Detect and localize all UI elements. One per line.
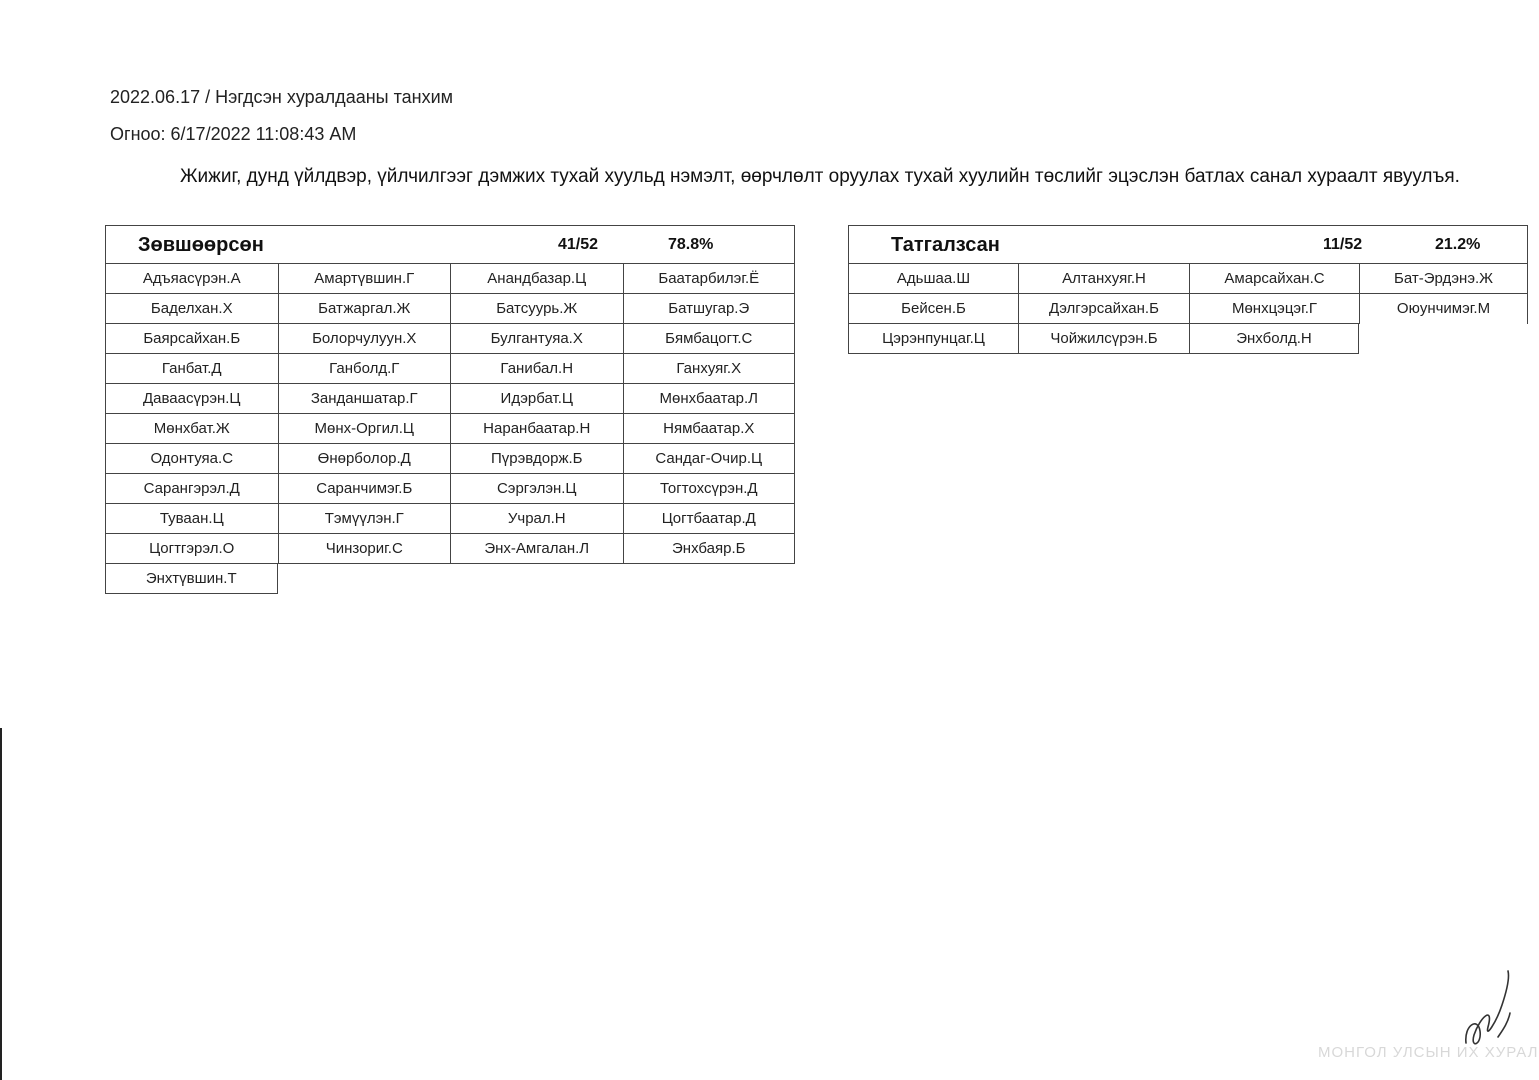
approved-name-cell: Цогтбаатар.Д [623,504,796,534]
approved-name-cell: Ганбат.Д [105,354,278,384]
signature-icon [1458,965,1514,1055]
approved-name-cell: Тогтохсүрэн.Д [623,474,796,504]
rejected-name-cell: Оюунчимэг.М [1359,294,1528,324]
rejected-section [848,225,1528,354]
approved-section [105,225,795,594]
approved-name-cell: Цогтгэрэл.О [105,534,278,564]
approved-name-cell: Тэмүүлэн.Г [278,504,451,534]
approved-name-cell: Амартүвшин.Г [278,264,451,294]
rejected-label: Татгалзсан [891,234,1000,256]
approved-name-cell: Энхбаяр.Б [623,534,796,564]
rejected-name-cell: Энхболд.Н [1189,324,1359,354]
rejected-percent: 21.2% [1435,236,1481,253]
page-edge-line [0,728,2,1080]
approved-name-cell: Наранбаатар.Н [450,414,623,444]
approved-name-cell: Баатарбилэг.Ё [623,264,796,294]
approved-name-cell: Батсуурь.Ж [450,294,623,324]
approved-name-cell: Ганболд.Г [278,354,451,384]
approved-name-cell: Чинзориг.С [278,534,451,564]
rejected-header [848,225,1528,263]
vote-timestamp: Огноо: 6/17/2022 11:08:43 AM [110,124,357,144]
approved-name-cell: Болорчулуун.Х [278,324,451,354]
approved-name-cell: Ганибал.Н [450,354,623,384]
rejected-name-cell: Бат-Эрдэнэ.Ж [1359,264,1528,294]
approved-name-cell: Сарангэрэл.Д [105,474,278,504]
rejected-name-cell: Бейсен.Б [848,294,1018,324]
approved-name-cell: Ганхуяг.Х [623,354,796,384]
rejected-count: 11/52 [1323,236,1363,253]
approved-name-cell: Занданшатар.Г [278,384,451,414]
approved-name-cell: Одонтуяа.С [105,444,278,474]
approved-name-cell: Баделхан.Х [105,294,278,324]
approved-name-cell: Саранчимэг.Б [278,474,451,504]
approved-name-cell: Идэрбат.Ц [450,384,623,414]
session-header: 2022.06.17 / Нэгдсэн хуралдааны танхим [110,87,454,107]
rejected-name-cell: Чойжилсүрэн.Б [1018,324,1189,354]
approved-name-cell: Батжаргал.Ж [278,294,451,324]
parliament-stamp: МОНГОЛ УЛСЫН ИХ ХУРАЛ [1318,1044,1539,1061]
rejected-names-grid [848,263,1528,354]
approved-name-cell: Даваасүрэн.Ц [105,384,278,414]
approved-name-cell: Нямбаатар.Х [623,414,796,444]
rejected-name-cell: Мөнхцэцэг.Г [1189,294,1359,324]
approved-name-cell: Адъяасүрэн.А [105,264,278,294]
approved-count: 41/52 [558,236,599,253]
approved-name-cell: Учрал.Н [450,504,623,534]
approved-names-grid [105,263,795,594]
approved-name-cell: Өнөрболор.Д [278,444,451,474]
approved-name-cell: Мөнхбаатар.Л [623,384,796,414]
approved-name-cell: Мөнх-Оргил.Ц [278,414,451,444]
approved-name-cell: Энх-Амгалан.Л [450,534,623,564]
approved-name-cell: Батшугар.Э [623,294,796,324]
approved-name-cell: Мөнхбат.Ж [105,414,278,444]
rejected-name-cell: Цэрэнпунцаг.Ц [848,324,1018,354]
approved-name-cell: Булгантуяа.Х [450,324,623,354]
rejected-name-cell: Амарсайхан.С [1189,264,1359,294]
rejected-name-cell: Дэлгэрсайхан.Б [1018,294,1189,324]
approved-name-cell: Туваан.Ц [105,504,278,534]
approved-name-cell: Энхтүвшин.Т [105,564,278,594]
vote-title: Жижиг, дунд үйлдвэр, үйлчилгээг дэмжих тухай хуульд нэмэлт, өөрчлөлт оруулах тухай хуулийн төслийг эцэслэн батлах санал хураалт явуулъя. [180,166,1460,187]
approved-label: Зөвшөөрсөн [138,234,264,256]
rejected-name-cell: Адьшаа.Ш [848,264,1018,294]
rejected-name-cell: Алтанхуяг.Н [1018,264,1189,294]
approved-header [105,225,795,263]
approved-name-cell: Сандаг-Очир.Ц [623,444,796,474]
approved-name-cell: Баярсайхан.Б [105,324,278,354]
approved-name-cell: Анандбазар.Ц [450,264,623,294]
approved-name-cell: Пүрэвдорж.Б [450,444,623,474]
approved-name-cell: Бямбацогт.С [623,324,796,354]
approved-percent: 78.8% [668,236,714,253]
approved-name-cell: Сэргэлэн.Ц [450,474,623,504]
